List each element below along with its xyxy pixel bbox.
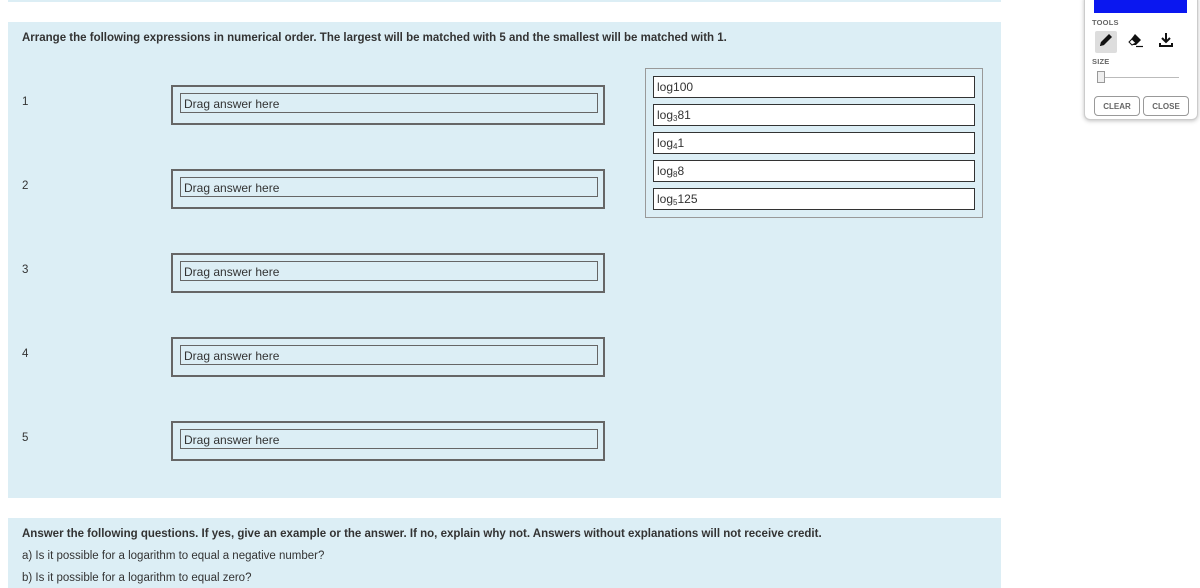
eraser-icon (1128, 32, 1144, 53)
top-panel-edge (8, 0, 1001, 2)
download-button[interactable] (1155, 31, 1177, 53)
chip-arg: 125 (677, 192, 698, 206)
tools-label: TOOLS (1092, 18, 1119, 27)
clear-button[interactable]: CLEAR (1094, 96, 1140, 116)
row-number: 4 (22, 348, 29, 360)
drop-placeholder: Drag answer here (180, 261, 598, 281)
answer-chip-log8-8[interactable] (653, 160, 975, 182)
chip-base: 4 (673, 142, 678, 151)
row-number: 2 (22, 180, 29, 192)
row-number: 3 (22, 264, 29, 276)
answer-bank (645, 68, 983, 218)
chip-base: 8 (673, 170, 678, 179)
chip-arg: 8 (677, 164, 685, 178)
answer-chip-log4-1[interactable] (653, 132, 975, 154)
drop-placeholder: Drag answer here (180, 177, 598, 197)
row-number: 1 (22, 96, 29, 108)
drop-zone-2[interactable] (171, 169, 605, 209)
questions-panel (8, 518, 1001, 588)
drawing-tools-panel (1084, 0, 1198, 120)
chip-text: log (657, 108, 674, 122)
matching-instructions: Arrange the following expressions in numerical order. The largest will be matched with 5 and the smallest will be matched with 1. (22, 32, 727, 44)
drop-placeholder: Drag answer here (180, 93, 598, 113)
answer-chip-log3-81[interactable] (653, 104, 975, 126)
chip-base: 5 (673, 198, 678, 207)
drop-placeholder: Drag answer here (180, 429, 598, 449)
close-button[interactable]: CLOSE (1143, 96, 1189, 116)
chip-text: log (657, 136, 674, 150)
chip-text: log (657, 80, 674, 94)
chip-text: log (657, 164, 674, 178)
size-slider-track[interactable] (1097, 77, 1179, 78)
chip-arg: 1 (677, 136, 685, 150)
chip-text: log (657, 192, 674, 206)
answer-chip-log5-125[interactable] (653, 188, 975, 210)
drop-zone-5[interactable] (171, 421, 605, 461)
matching-panel (8, 22, 1001, 498)
drop-zone-3[interactable] (171, 253, 605, 293)
pen-color-swatch[interactable] (1094, 0, 1187, 13)
pencil-icon (1098, 32, 1114, 53)
answer-chip-log100[interactable] (653, 76, 975, 98)
chip-arg: 100 (673, 80, 694, 94)
drop-zone-4[interactable] (171, 337, 605, 377)
question-a: a) Is it possible for a logarithm to equal a negative number? (22, 550, 325, 562)
questions-instructions: Answer the following questions. If yes, give an example or the answer. If no, explain why not. Answers without explanations will not receive credit. (22, 528, 822, 540)
size-label: SIZE (1092, 57, 1110, 66)
pencil-tool-button[interactable] (1095, 31, 1117, 53)
drop-placeholder: Drag answer here (180, 345, 598, 365)
chip-arg: 81 (677, 108, 691, 122)
eraser-tool-button[interactable] (1125, 31, 1147, 53)
question-b: b) Is it possible for a logarithm to equal zero? (22, 572, 252, 584)
download-icon (1158, 32, 1174, 53)
row-number: 5 (22, 432, 29, 444)
size-slider-thumb[interactable] (1097, 71, 1105, 83)
chip-base: 3 (673, 114, 678, 123)
drop-zone-1[interactable] (171, 85, 605, 125)
